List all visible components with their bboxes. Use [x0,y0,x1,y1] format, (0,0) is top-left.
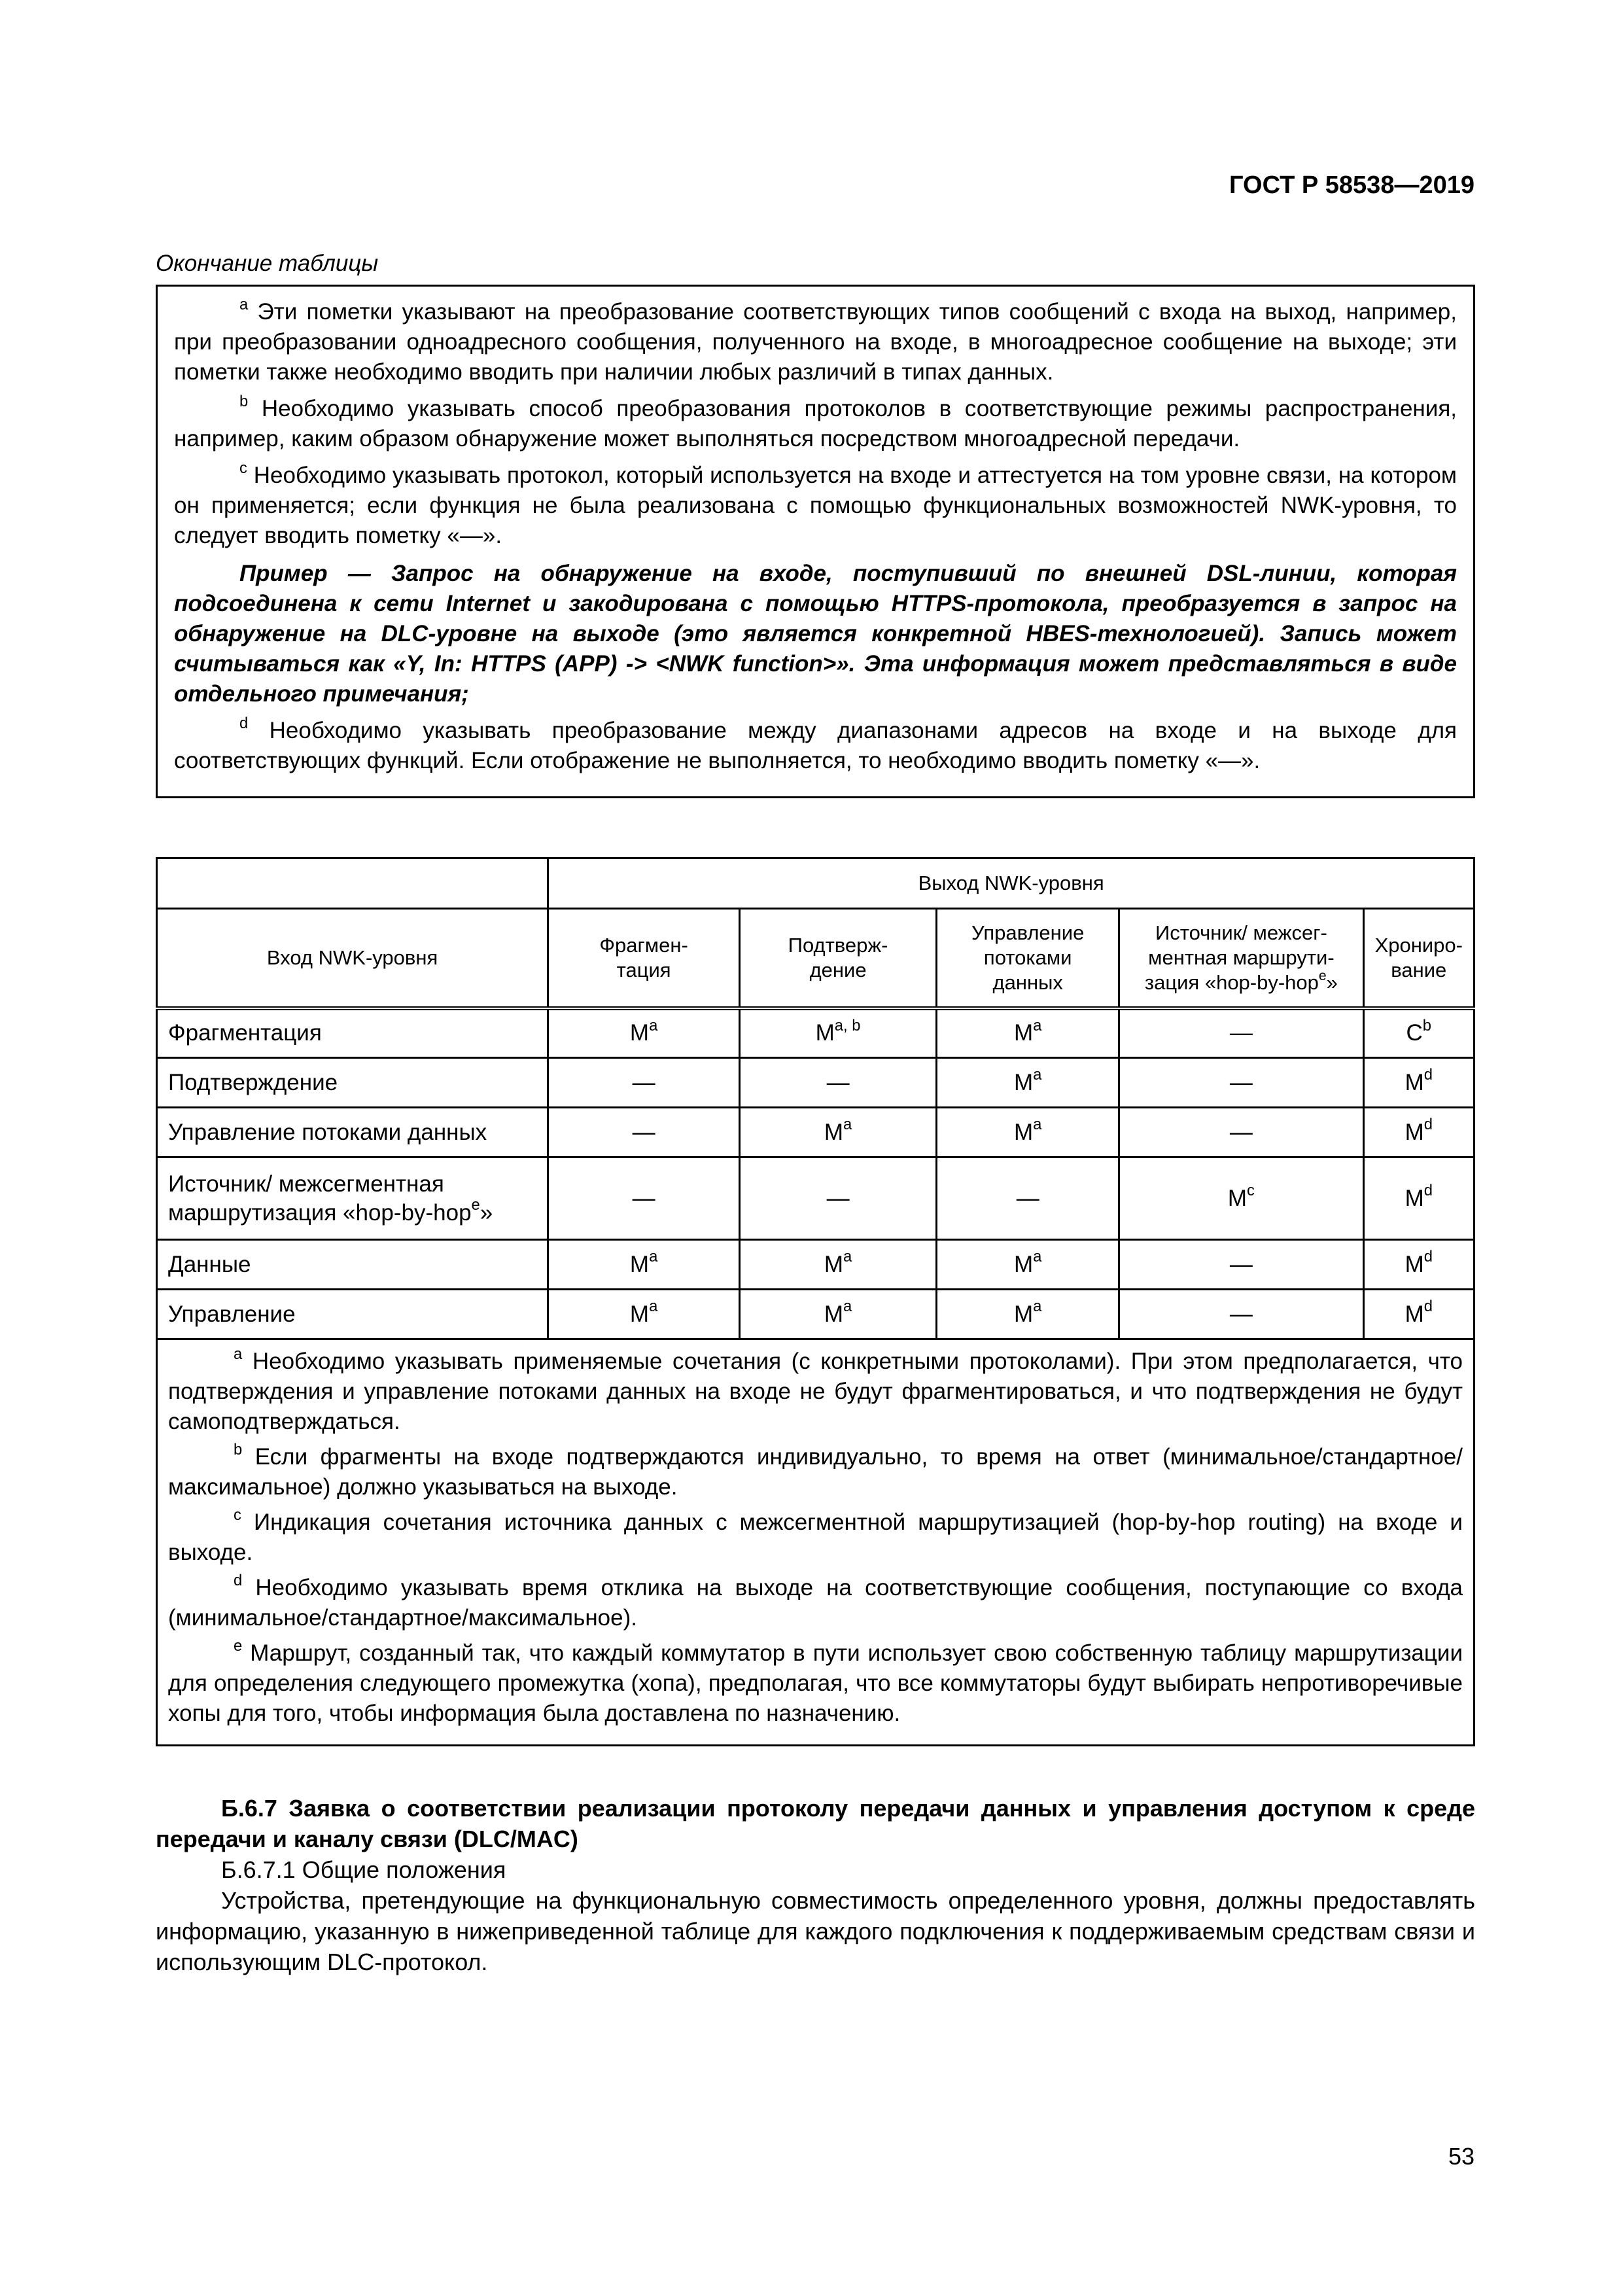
table-row [157,1157,1475,1240]
output-header: Выход NWK-уровня [548,858,1475,909]
table-cell: — [548,1108,740,1157]
section-b67 [156,1793,1475,1977]
table-note-a: $^a$ Необходимо указывать применяемые сочетания (с конкретными протоколами). При этом предполагается, что подтверждения и управление потоками данных на входе не будут фрагментироваться, и что подтверждения не будут самоподтверждаться. [168,1345,1463,1434]
table-cell: — [1119,1240,1363,1290]
col-acknowledgement: Подтверж- дение [740,909,937,1008]
table-cell: $M^a$ [740,1240,937,1290]
row-label: Источник/ межсегментная маршрутизация «hop-by-hop$^e$» [157,1157,548,1240]
table-cell: $M^a$ [740,1108,937,1157]
table-continuation-label: Окончание таблицы [156,251,379,276]
table-note-b: $^b$ Если фрагменты на входе подтверждаются индивидуально, то время на ответ (минимальное/стандартное/максимальное) должно указываться на выходе. [168,1440,1463,1500]
table-cell: $M^a$ [937,1058,1119,1108]
table-cell: $M^a$ [548,1240,740,1290]
row-label: Подтверждение [157,1058,548,1108]
table-row [157,1290,1475,1339]
table-cell: $M^d$ [1363,1240,1474,1290]
table-cell: — [548,1157,740,1240]
table-cell: $M^a$ [937,1108,1119,1157]
table-cell: — [1119,1290,1363,1339]
table-cell: $C^b$ [1363,1008,1474,1058]
row-label: Данные [157,1240,548,1290]
table-row [157,1058,1475,1108]
table-cell: — [1119,1108,1363,1157]
page-number: 53 [1448,2143,1475,2170]
document-id: ГОСТ Р 58538—2019 [1229,171,1475,199]
row-label: Управление [157,1290,548,1339]
table-note-c: $^c$ Индикация сочетания источника данных с межсегментной маршрутизацией (hop-by-hop routing) на входе и выходе. [168,1506,1463,1565]
input-header: Вход NWK-уровня [157,909,548,1008]
table-row [157,1008,1475,1058]
table-cell: M$^{a, b}$ [740,1008,937,1058]
section-heading: Б.6.7 Заявка о соответствии реализации протоколу передачи данных и управления доступом к среде передачи и каналу связи (DLC/MAC) [156,1795,1475,1852]
table-cell: $M^c$ [1119,1157,1363,1240]
table-cell: $M^a$ [937,1240,1119,1290]
table-cell: $M^a$ [548,1290,740,1339]
table-note-e: $^e$ Маршрут, созданный так, что каждый коммутатор в пути использует свою собственную таблицу маршрутизации для определения следующего промежутка (хопа), предполагая, что все коммутаторы будут выбирать непротиворечивые хопы для того, чтобы информация была доставлена по назначению. [168,1636,1463,1726]
col-fragmentation: Фрагмен- тация [548,909,740,1008]
row-label: Фрагментация [157,1008,548,1058]
table-cell: $M^d$ [1363,1108,1474,1157]
section-body: Устройства, претендующие на функциональную совместимость определенного уровня, должны предоставлять информацию, указанную в нижеприведенной таблице для каждого подключения к поддерживаемым средствам связи и использующим DLC-протокол. [156,1887,1475,1975]
row-label: Управление потоками данных [157,1108,548,1157]
table-cell: — [548,1058,740,1108]
table-cell: — [740,1157,937,1240]
note-d: $^d$ Необходимо указывать преобразование между диапазонами адресов на входе и на выходе для соответствующих функций. Если отображение не выполняется, то необходимо вводить пометку «—». [174,714,1457,773]
table-cell: — [740,1058,937,1108]
table-cell: $M^a$ [548,1008,740,1058]
note-a: $^a$ Эти пометки указывают на преобразование соответствующих типов сообщений с входа на выход, например, при преобразовании одноадресного сообщения, полученного на входе, в многоадресное сообщение на выходе; эти пометки также необходимо вводить при наличии любых различий в типах данных. [174,295,1457,385]
table-cell: $M^a$ [740,1290,937,1339]
col-source-routing: Источник/ межсег- ментная маршрути- зация «hop-by-hop$^e$» [1119,909,1363,1008]
table-cell: $M^a$ [937,1008,1119,1058]
table-row [157,1240,1475,1290]
table-notes [157,1339,1475,1746]
table-cell: $M^d$ [1363,1058,1474,1108]
top-notes-box [156,285,1475,798]
table-cell: — [1119,1008,1363,1058]
nwk-table [156,857,1475,1746]
table-row [157,1108,1475,1157]
col-flow-control: Управление потоками данных [937,909,1119,1008]
table-note-d: $^d$ Необходимо указывать время отклика на выходе на соответствующие сообщения, поступающие со входа (минимальное/стандартное/максимальное). [168,1571,1463,1631]
table-cell: $M^d$ [1363,1290,1474,1339]
table-cell: $M^d$ [1363,1157,1474,1240]
table-cell: — [1119,1058,1363,1108]
col-timing: Хрониро- вание [1363,909,1474,1008]
note-c: $^c$ Необходимо указывать протокол, который используется на входе и аттестуется на том уровне связи, на котором он применяется; если функция не была реализована с помощью функциональных возможностей NWK-уровня, то следует вводить пометку «—». [174,459,1457,548]
table-cell: $M^a$ [937,1290,1119,1339]
note-b: $^b$ Необходимо указывать способ преобразования протоколов в соответствующие режимы распространения, например, каким образом обнаружение может выполняться посредством многоадресной передачи. [174,392,1457,451]
section-subheading: Б.6.7.1 Общие положения [221,1856,506,1883]
header-empty [157,858,548,909]
table-cell: — [937,1157,1119,1240]
example-note: Пример — Запрос на обнаружение на входе, поступивший по внешней DSL-линии, которая подсоединена к сети Internet и закодирована с помощью HTTPS-протокола, преобразуется в запрос на обнаружение на DLC-уровне на выходе (это является конкретной HBES-технологией). Запись может считываться как «Y, In: HTTPS (APP) -> <NWK function>». Эта информация может представляться в виде отдельного примечания; [174,561,1457,707]
